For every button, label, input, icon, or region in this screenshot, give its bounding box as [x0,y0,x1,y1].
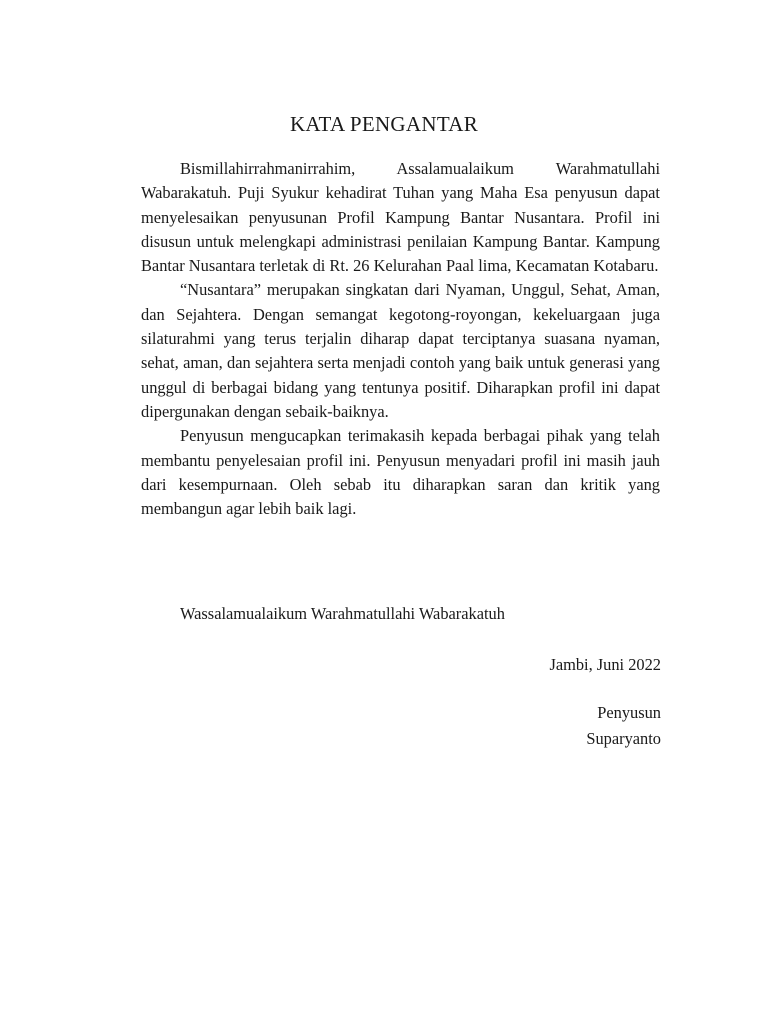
signature-block [586,700,661,752]
paragraph-thanks: Penyusun mengucapkan terimakasih kepada berbagai pihak yang telah membantu penyelesaian profil ini. Penyusun menyadari profil ini masih jauh dari kesempurnaan. Oleh sebab itu diharapkan saran dan kritik yang membangun agar lebih baik lagi. [141,426,660,519]
document-body [141,157,660,521]
page-title: KATA PENGANTAR [289,112,479,136]
paragraph-nusantara: “Nusantara” merupakan singkatan dari Nyaman, Unggul, Sehat, Aman, dan Sejahtera. Dengan semangat kegotong-royongan, kekeluargaan juga silaturahmi yang terus terjalin diharap dapat terciptanya suasana nyaman, sehat, aman, dan sejahtera serta menjadi contoh yang baik untuk generasi yang unggul di berbagai bidang yang tentunya positif. Diharapkan profil ini dapat dipergunakan dengan sebaik-baiknya. [141,280,660,421]
paragraph-opening: Bismillahirrahmanirrahim, Assalamualaikum Warahmatullahi Wabarakatuh. Puji Syukur kehadirat Tuhan yang Maha Esa penyusun dapat menyelesaikan penyusunan Profil Kampung Bantar Nusantara. Profil ini disusun untuk melengkapi administrasi penilaian Kampung Bantar. Kampung Bantar Nusantara terletak di Rt. 26 Kelurahan Paal lima, Kecamatan Kotabaru. [141,159,660,276]
signer-role: Penyusun [597,703,661,722]
closing-salutation: Wassalamualaikum Warahmatullahi Wabarakatuh [180,604,505,623]
place-date: Jambi, Juni 2022 [549,655,661,674]
signer-name: Suparyanto [586,729,661,748]
